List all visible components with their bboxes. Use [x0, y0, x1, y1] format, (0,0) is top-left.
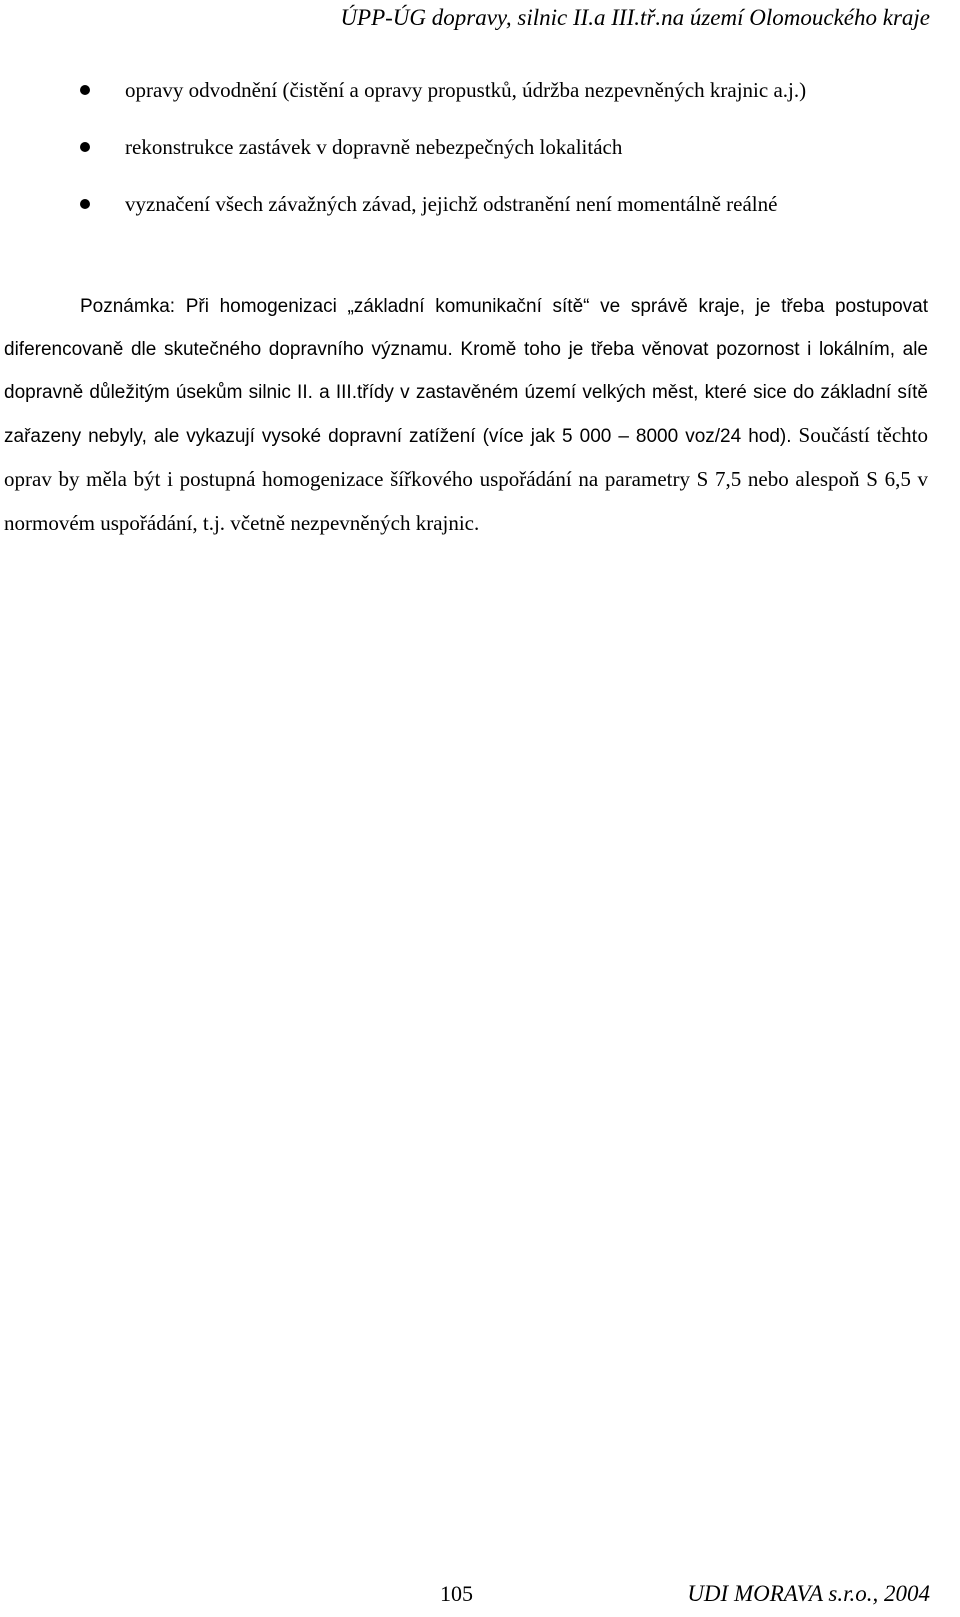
bullet-icon: [80, 199, 90, 209]
running-header: ÚPP-ÚG dopravy, silnic II.a III.tř.na území Olomouckého kraje: [340, 5, 930, 30]
list-item: [0, 70, 960, 127]
list-item: [0, 127, 960, 184]
list-item-text: rekonstrukce zastávek v dopravně nebezpečných lokalitách: [125, 135, 623, 159]
note-paragraph: [4, 285, 928, 546]
bullet-list: [0, 70, 960, 241]
note-text-serif: Součástí těchto oprav by měla být i postupná homogenizace šířkového uspořádání na parametry S 7,5 nebo alespoň S 6,5 v normovém uspořádání, t.j. včetně nezpevněných krajnic.: [4, 423, 928, 535]
list-item: [0, 184, 960, 241]
bullet-icon: [80, 142, 90, 152]
list-item-text: vyznačení všech závažných závad, jejichž odstranění není momentálně reálné: [125, 192, 778, 216]
bullet-icon: [80, 85, 90, 95]
list-item-text: opravy odvodnění (čistění a opravy propustků, údržba nezpevněných krajnic a.j.): [125, 78, 807, 102]
footer-company: UDI MORAVA s.r.o., 2004: [687, 1581, 930, 1606]
note-text-sans: Poznámka: Při homogenizaci „základní komunikační sítě“ ve správě kraje, je třeba postupovat diferencovaně dle skutečného dopravního významu. Kromě toho je třeba věnovat pozornost i lokálním, ale dopravně důležitým úsekům silnic II. a III.třídy v zastavěném území velkých měst, které sice do základní sítě zařazeny nebyly, ale vykazují vysoké dopravní zatížení (více jak 5 000 – 8000 voz/24 hod).: [4, 296, 928, 447]
page-number: 105: [440, 1581, 473, 1606]
